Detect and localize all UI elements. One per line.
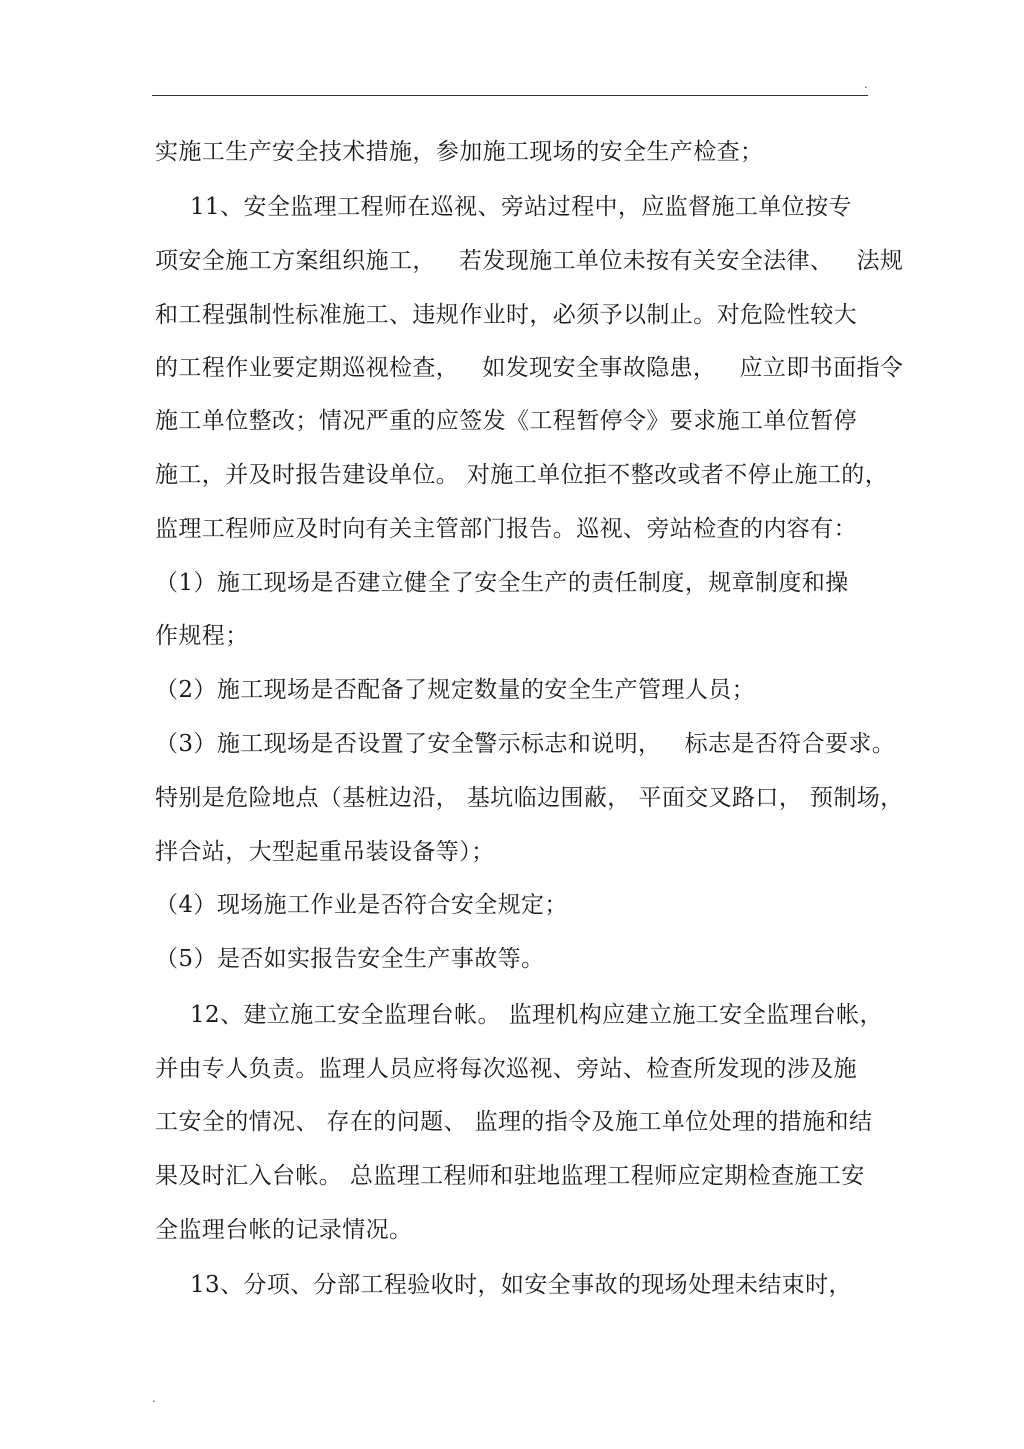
paragraph-line: 的工程作业要定期巡视检查， 如发现安全事故隐患， 应立即书面指令 [155,355,904,381]
list-item: （2）施工现场是否配备了规定数量的安全生产管理人员； [155,677,756,703]
list-item: （4）现场施工作业是否符合安全规定； [155,892,568,918]
header-mark: . [864,77,868,91]
list-item: （1）施工现场是否建立健全了安全生产的责任制度，规章制度和操 [155,570,849,596]
paragraph-line: 13、分项、分部工程验收时，如安全事故的现场处理未结束时， [190,1272,852,1298]
paragraph-line: 实施工生产安全技术措施，参加施工现场的安全生产检查； [155,139,764,165]
paragraph-line: 施工单位整改；情况严重的应签发《工程暂停令》要求施工单位暂停 [155,408,857,434]
list-item-continued: 拌合站，大型起重吊装设备等）； [155,839,495,865]
paragraph-line: 工安全的情况、 存在的问题、 监理的指令及施工单位处理的措施和结 [155,1109,873,1135]
header-rule [152,95,868,96]
footer-mark: . [152,1391,156,1405]
paragraph-line: 11、安全监理工程师在巡视、旁站过程中，应监督施工单位按专 [190,194,852,220]
paragraph-line: 和工程强制性标准施工、违规作业时，必须予以制止。对危险性较大 [155,302,857,328]
paragraph-line: 监理工程师应及时向有关主管部门报告。巡视、旁站检查的内容有： [155,516,857,542]
list-item: （5）是否如实报告安全生产事故等。 [155,946,545,972]
list-item-continued: 作规程； [155,623,249,649]
paragraph-line: 全监理台帐的记录情况。 [155,1217,413,1243]
paragraph-line: 并由专人负责。监理人员应将每次巡视、旁站、检查所发现的涉及施 [155,1056,857,1082]
paragraph-line: 项安全施工方案组织施工， 若发现施工单位未按有关安全法律、 法规 [155,248,904,274]
paragraph-line: 施工，并及时报告建设单位。 对施工单位拒不整改或者不停止施工的， [155,462,889,488]
list-item: （3）施工现场是否设置了安全警示标志和说明， 标志是否符合要求。 [155,731,896,757]
paragraph-line: 果及时汇入台帐。 总监理工程师和驻地监理工程师应定期检查施工安 [155,1163,865,1189]
paragraph-line: 12、建立施工安全监理台帐。 监理机构应建立施工安全监理台帐， [190,1002,883,1028]
list-item-continued: 特别是危险地点（基桩边沿， 基坑临边围蔽， 平面交叉路口， 预制场， [155,785,904,811]
